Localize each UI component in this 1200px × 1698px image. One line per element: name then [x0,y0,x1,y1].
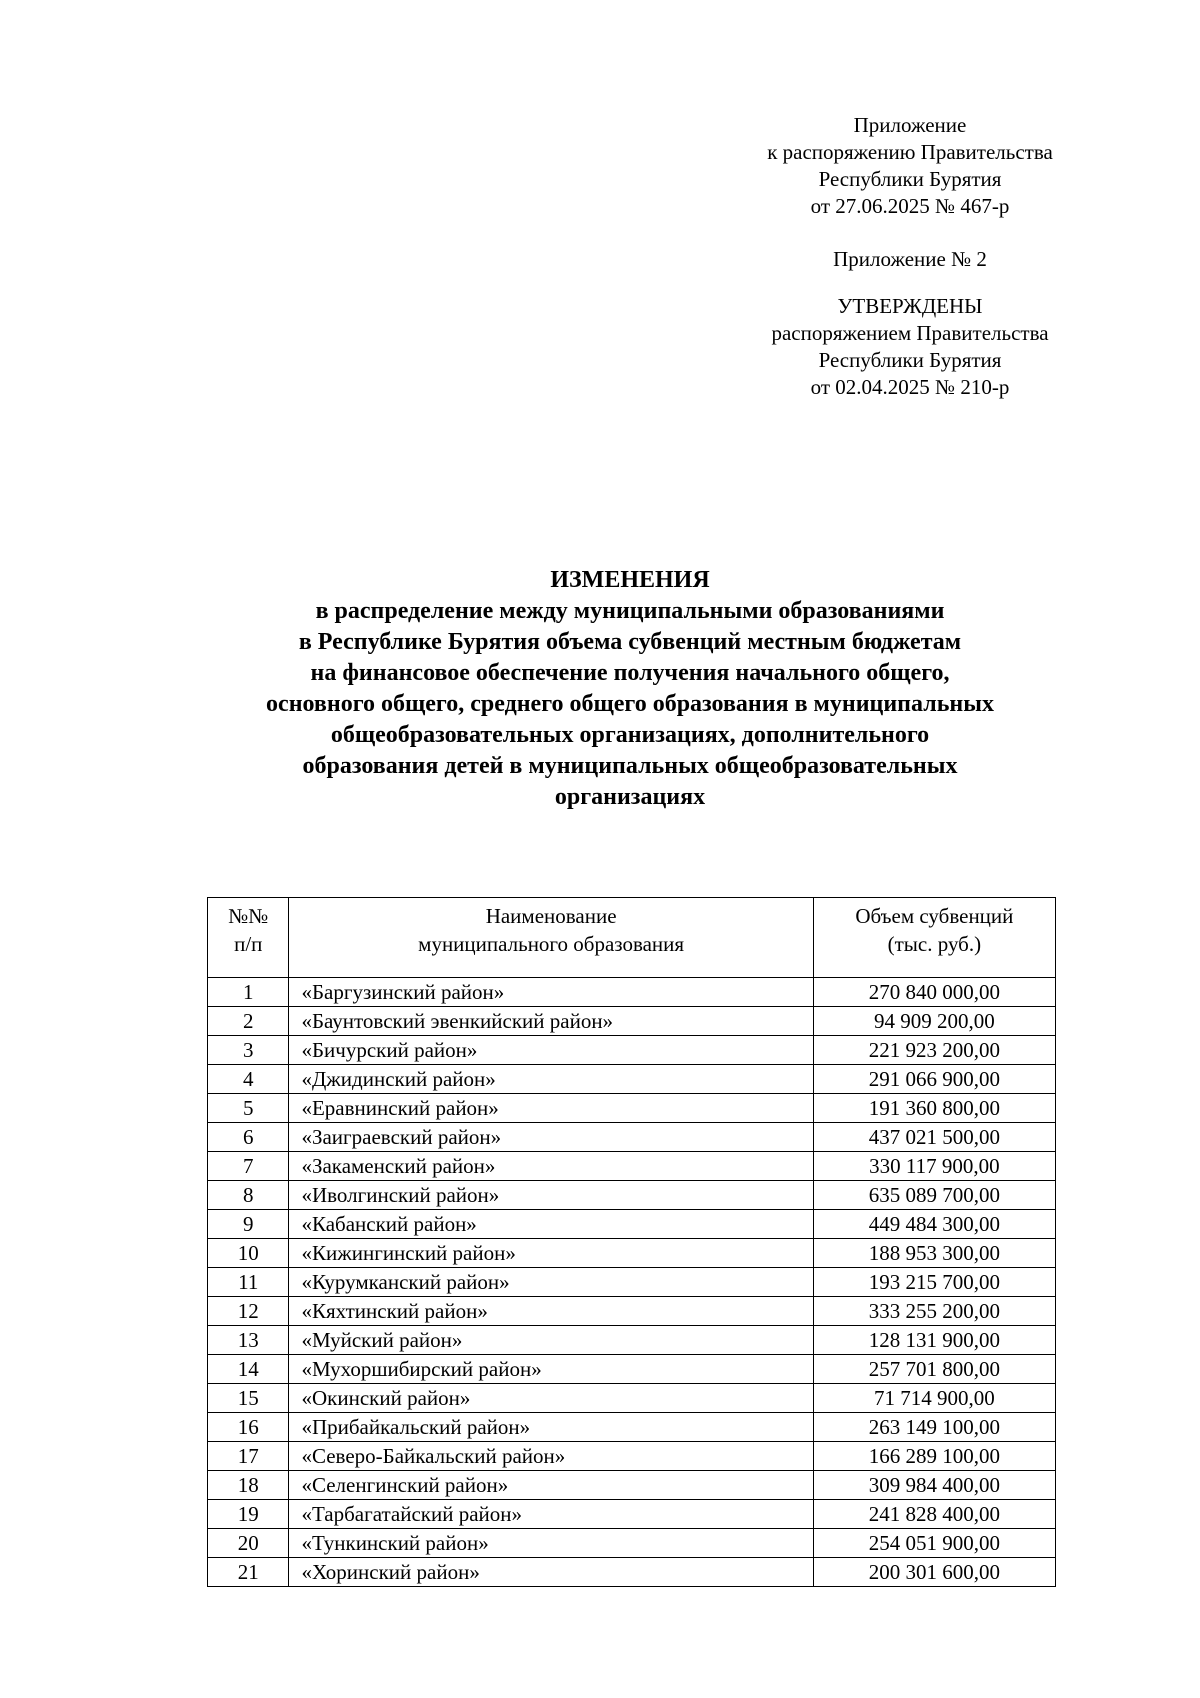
row-name: «Прибайкальский район» [289,1413,813,1442]
row-number: 4 [208,1065,289,1094]
row-sum: 437 021 500,00 [813,1123,1055,1152]
row-number: 11 [208,1268,289,1297]
table-row [208,1007,1056,1036]
row-sum: 193 215 700,00 [813,1268,1055,1297]
heading-line: в распределение между муниципальными образованиями [315,598,945,624]
heading-line: на финансовое обеспечение получения начального общего, [310,660,950,686]
header-number-line: п/п [234,932,263,956]
heading-line: в Республике Бурятия объема субвенций местным бюджетам [298,629,962,655]
row-name: «Хоринский район» [289,1558,813,1587]
row-sum: 333 255 200,00 [813,1297,1055,1326]
order-date: от 27.06.2025 № 467-р [810,194,1010,218]
header-name [289,898,813,978]
row-number: 1 [208,978,289,1007]
table-row [208,1181,1056,1210]
order-date-2: от 02.04.2025 № 210-р [810,375,1010,399]
row-name: «Заиграевский район» [289,1123,813,1152]
table-row [208,1210,1056,1239]
table-row [208,1065,1056,1094]
row-number: 9 [208,1210,289,1239]
row-sum: 330 117 900,00 [813,1152,1055,1181]
table-row [208,1384,1056,1413]
table-row [208,1500,1056,1529]
row-sum: 200 301 600,00 [813,1558,1055,1587]
header-name-line: муниципального образования [418,932,685,956]
row-name: «Баунтовский эвенкийский район» [289,1007,813,1036]
table-row [208,1152,1056,1181]
row-number: 5 [208,1094,289,1123]
row-name: «Северо-Байкальский район» [289,1442,813,1471]
row-sum: 635 089 700,00 [813,1181,1055,1210]
row-name: «Бичурский район» [289,1036,813,1065]
row-name: «Окинский район» [289,1384,813,1413]
table-row [208,978,1056,1007]
table-row [208,1094,1056,1123]
row-number: 3 [208,1036,289,1065]
row-name: «Селенгинский район» [289,1471,813,1500]
row-number: 10 [208,1239,289,1268]
row-name: «Баргузинский район» [289,978,813,1007]
row-number: 7 [208,1152,289,1181]
row-sum: 257 701 800,00 [813,1355,1055,1384]
row-sum: 241 828 400,00 [813,1500,1055,1529]
header-sum-line: Объем субвенций [855,904,1014,928]
row-name: «Кяхтинский район» [289,1297,813,1326]
row-sum: 128 131 900,00 [813,1326,1055,1355]
header-number-line: №№ [228,904,269,928]
row-number: 13 [208,1326,289,1355]
row-name: «Тарбагатайский район» [289,1500,813,1529]
table-row [208,1413,1056,1442]
row-number: 19 [208,1500,289,1529]
row-sum: 188 953 300,00 [813,1239,1055,1268]
to-order-label: к распоряжению Правительства [767,140,1053,164]
table-row [208,1442,1056,1471]
row-sum: 71 714 900,00 [813,1384,1055,1413]
row-number: 16 [208,1413,289,1442]
row-name: «Тункинский район» [289,1529,813,1558]
document-title: ИЗМЕНЕНИЯ [550,567,710,593]
row-name: «Мухоршибирский район» [289,1355,813,1384]
row-name: «Кабанский район» [289,1210,813,1239]
table-row [208,1036,1056,1065]
heading-line: образования детей в муниципальных общеобразовательных [302,753,958,779]
row-number: 18 [208,1471,289,1500]
row-name: «Еравнинский район» [289,1094,813,1123]
by-order-label: распоряжением Правительства [771,321,1049,345]
republic-label-2: Республики Бурятия [818,348,1002,372]
header-sum-line: (тыс. руб.) [887,932,982,956]
row-sum: 270 840 000,00 [813,978,1055,1007]
row-number: 6 [208,1123,289,1152]
attachment-label: Приложение [853,113,967,137]
row-number: 15 [208,1384,289,1413]
row-number: 17 [208,1442,289,1471]
table-row [208,1268,1056,1297]
republic-label: Республики Бурятия [818,167,1002,191]
table-row [208,1558,1056,1587]
table-header-row [208,898,1056,978]
row-number: 2 [208,1007,289,1036]
row-sum: 94 909 200,00 [813,1007,1055,1036]
row-name: «Муйский район» [289,1326,813,1355]
header-number [208,898,289,978]
row-name: «Закаменский район» [289,1152,813,1181]
heading-line: общеобразовательных организациях, дополнительного [330,722,930,748]
table-row [208,1326,1056,1355]
row-sum: 309 984 400,00 [813,1471,1055,1500]
row-sum: 221 923 200,00 [813,1036,1055,1065]
heading-line: основного общего, среднего общего образования в муниципальных [266,691,994,717]
row-number: 20 [208,1529,289,1558]
row-number: 14 [208,1355,289,1384]
header-sum [813,898,1055,978]
row-number: 21 [208,1558,289,1587]
row-sum: 254 051 900,00 [813,1529,1055,1558]
row-sum: 191 360 800,00 [813,1094,1055,1123]
appendix-number: Приложение № 2 [833,247,987,271]
heading-line: организациях [554,784,706,810]
table-row [208,1529,1056,1558]
header-name-line: Наименование [485,904,617,928]
row-name: «Кижингинский район» [289,1239,813,1268]
row-sum: 291 066 900,00 [813,1065,1055,1094]
approval-block [720,112,1100,401]
table-row [208,1123,1056,1152]
table-row [208,1471,1056,1500]
table-row [208,1297,1056,1326]
row-sum: 449 484 300,00 [813,1210,1055,1239]
row-number: 12 [208,1297,289,1326]
approved-label: УТВЕРЖДЕНЫ [837,294,983,318]
row-sum: 166 289 100,00 [813,1442,1055,1471]
subventions-table [207,897,1056,1587]
row-sum: 263 149 100,00 [813,1413,1055,1442]
row-name: «Иволгинский район» [289,1181,813,1210]
row-name: «Джидинский район» [289,1065,813,1094]
row-name: «Курумканский район» [289,1268,813,1297]
table-row [208,1239,1056,1268]
document-heading [150,565,1110,813]
table-row [208,1355,1056,1384]
row-number: 8 [208,1181,289,1210]
